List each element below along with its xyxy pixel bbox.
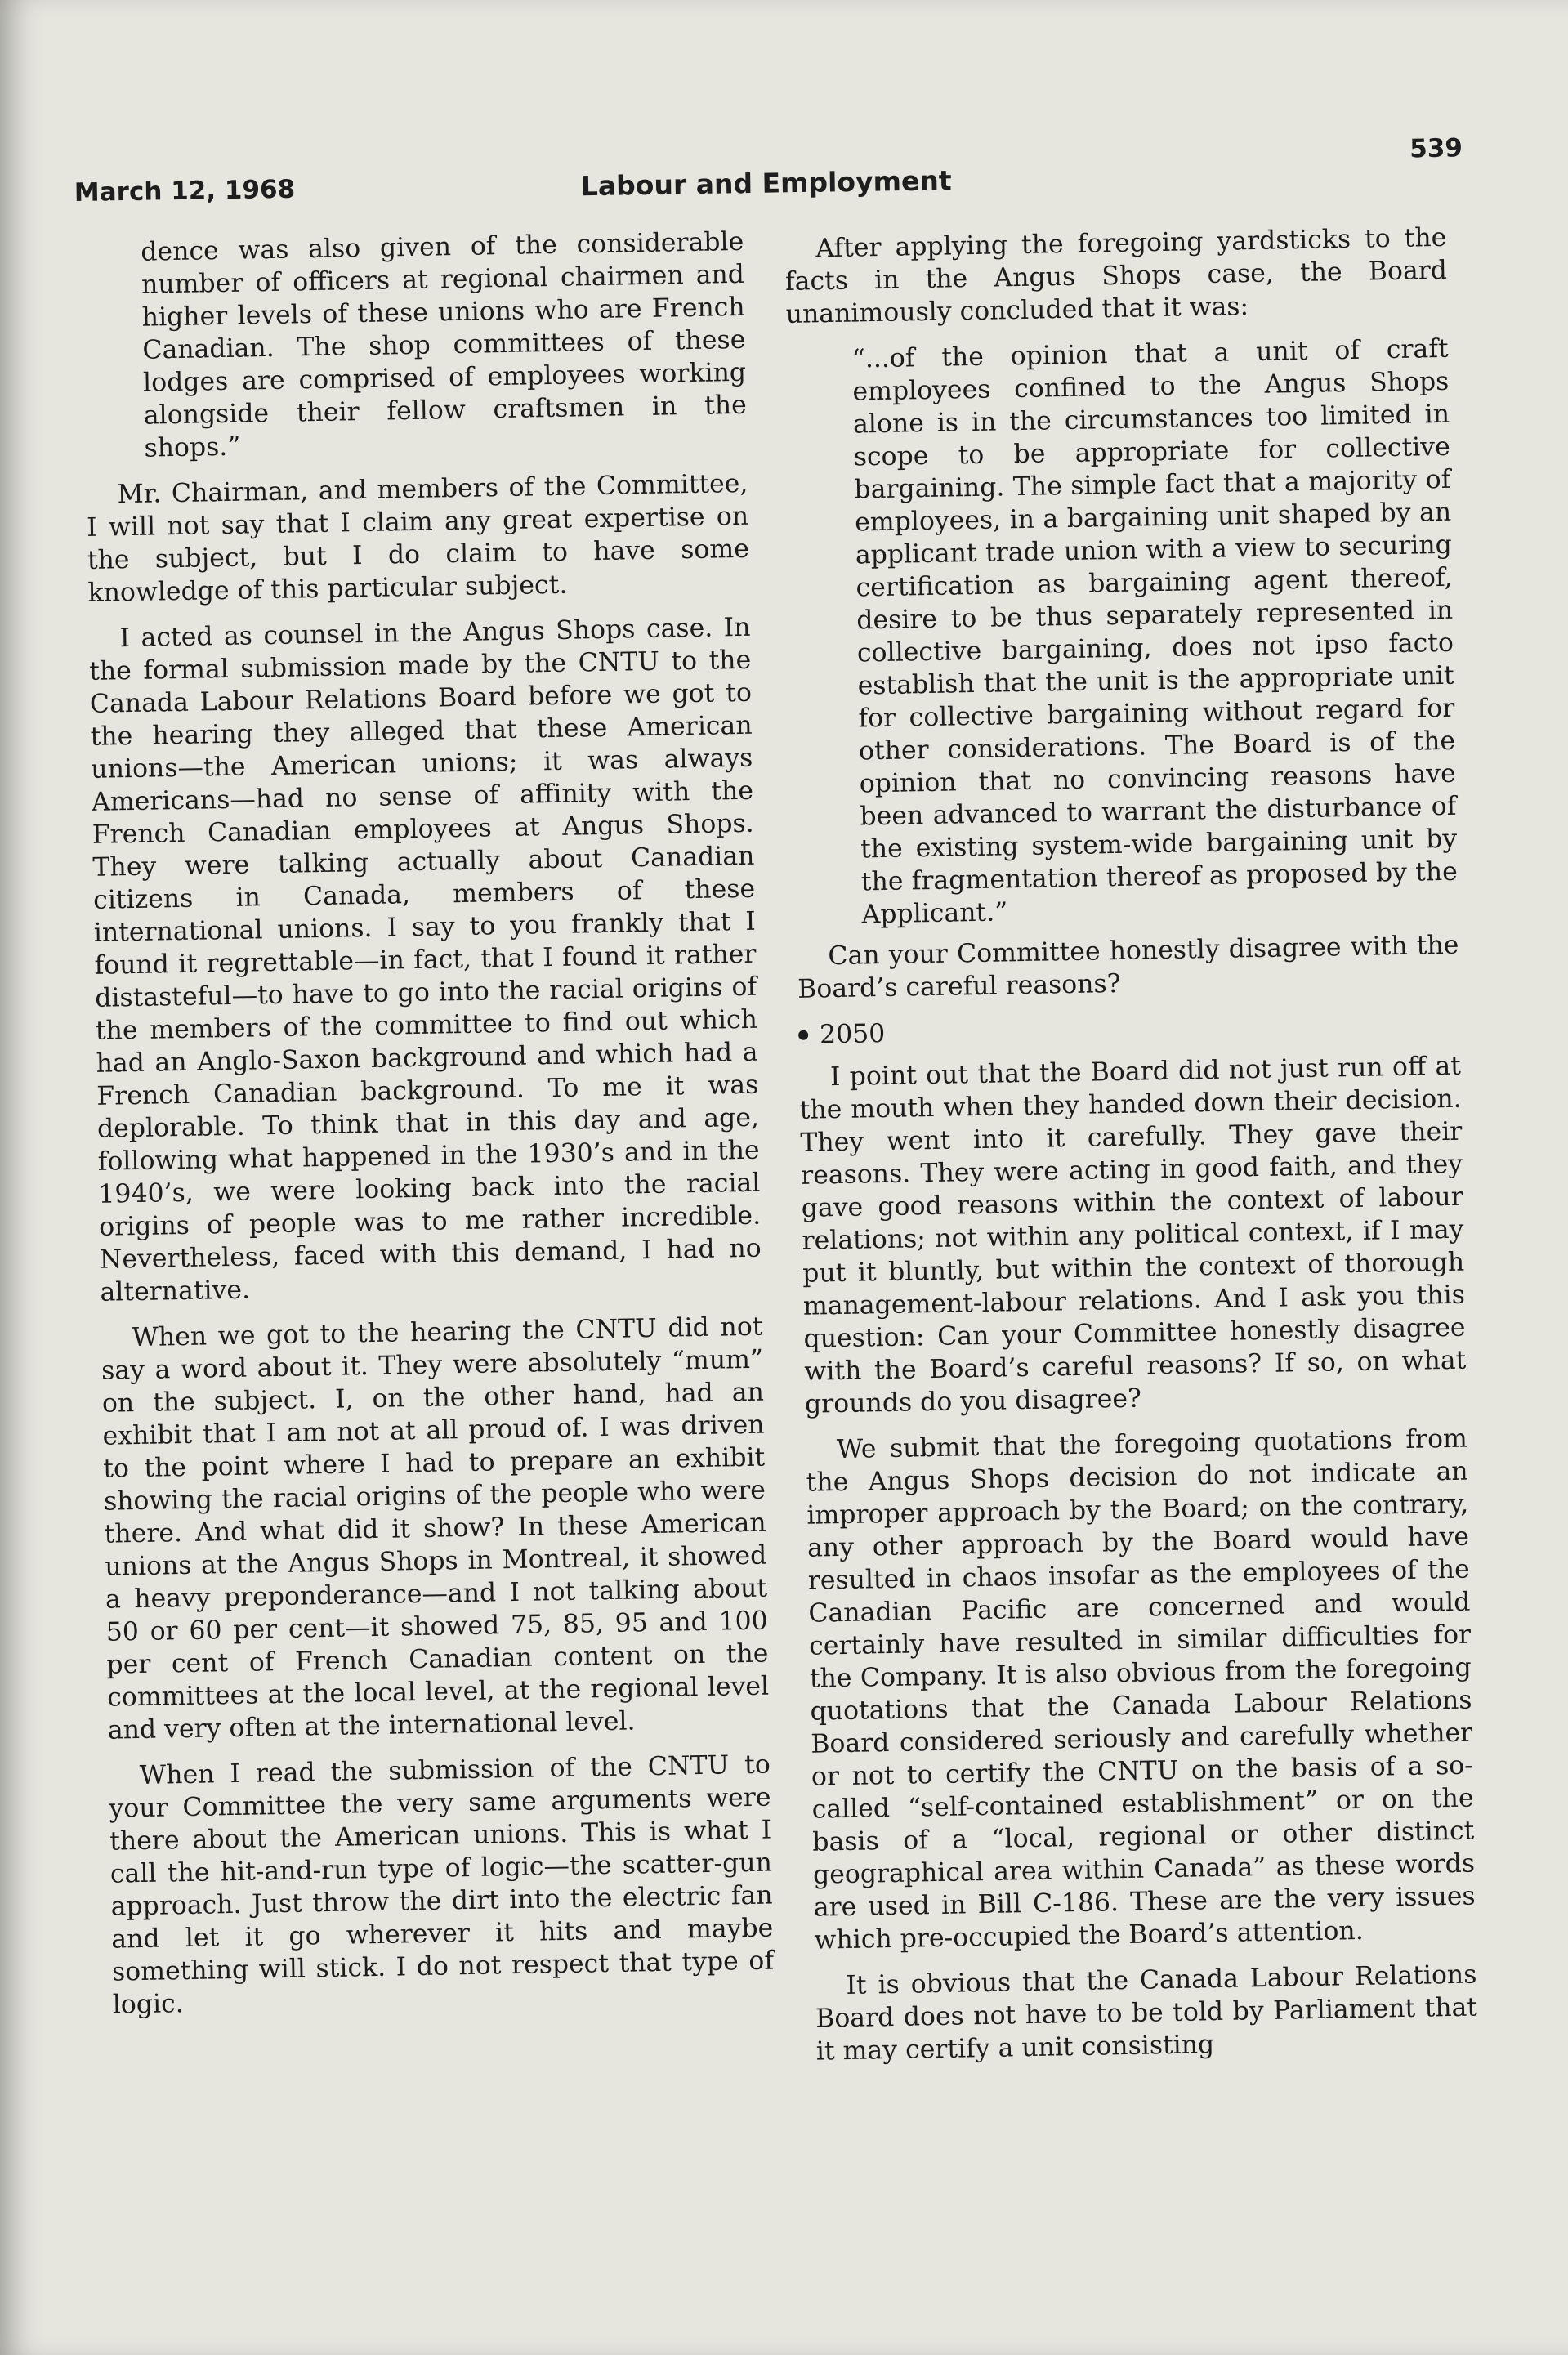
paragraph: I acted as counsel in the Angus Shops case. In the formal submission made by the CNTU to the Canada Labour Relations Board before we got to the hearing they alleged that these American unions—the American unions; it was always Americans—had no sense of affinity with the French Canadian employees at Angus Shops. They were talking actually about Canadian citizens in Canada, members of these international unions. I say to you frankly that I found it regrettable—in fact, that I found it rather distasteful—to have to go into the racial origins of the members of the committee to find out which had an Anglo-Saxon background and which had a French Canadian background. To me it was deplorable. To think that in this day and age, following what happened in the 1930’s and in the 1940’s, we were looking back into the racial origins of people was to me rather incredible. Nevertheless, faced with this demand, I had no alternative. bbox=[88, 612, 762, 1307]
paragraph: It is obvious that the Canada Labour Relations Board does not have to be told by Parliament that it may certify a unit consisting bbox=[815, 1960, 1478, 2067]
page-header bbox=[74, 125, 1463, 212]
paragraph: Can your Committee honestly disagree with the Board’s careful reasons? bbox=[797, 930, 1459, 1004]
paragraph: I point out that the Board did not just run off at the mouth when they handed down their decision. They went into it carefully. They gave their reasons. They were acting in good faith, and they gave good reasons within the context of labour relations; not within any political context, if I may put it bluntly, but within the context of thorough management-labour relations. And I ask you this question: Can your Committee honestly disagree with the Board’s careful reasons? If so, on what grounds do you disagree? bbox=[799, 1051, 1467, 1419]
paragraph: dence was also given of the considerable number of officers at regional chairmen and higher levels of these unions who are French Canadian. The shop committees of these lodges are comprised of employees working alongside their fellow craftsmen in the shops.” bbox=[141, 226, 748, 463]
paragraph: After applying the foregoing yardsticks to the facts in the Angus Shops case, the Board unanimously concluded that it was: bbox=[784, 222, 1448, 329]
right-column bbox=[784, 221, 1478, 2081]
paragraph: When I read the submission of the CNTU to your Committee the very same arguments were there about the American unions. This is what I call the hit-and-run type of logic—the scatter-gun approach. Just throw the dirt into the electric fan and let it go wherever it hits and maybe something will stick. I do not respect that type of logic. bbox=[109, 1749, 775, 2020]
paragraph: When we got to the hearing the CNTU did not say a word about it. They were absolutely “mum” on the subject. I, on the other hand, had an exhibit that I am not at all proud of. I was driven to the point where I had to prepare an exhibit showing the racial origins of the people who were there. And what did it show? In these American unions at the Angus Shops in Montreal, it showed a heavy preponderance—and I not talking about 50 or 60 per cent—it showed 75, 85, 95 and 100 per cent of French Canadian content on the committees at the local level, at the regional level and very often at the international level. bbox=[101, 1312, 770, 1745]
left-column bbox=[82, 226, 775, 2035]
header-date: March 12, 1968 bbox=[74, 174, 296, 208]
page-number: 539 bbox=[1409, 133, 1463, 164]
paragraph: We submit that the foregoing quotations from the Angus Shops decision do not indicate an improper approach by the Board; on the contrary, any other approach by the Board would have resulted in chaos insofar as the employees of the Canadian Pacific are concerned and would certainly have resulted in similar difficulties for the Company. It is also obvious from the foregoing quotations that the Canada Labour Relations Board considered seriously and carefully whether or not to certify the CNTU on the basis of a so-called “self-contained establishment” or on the basis of a “local, regional or other distinct geographical area within Canada” as these words are used in Bill C-186. These are the very issues which pre-occupied the Board’s attention. bbox=[806, 1423, 1476, 1955]
time-marker-label: 2050 bbox=[819, 1019, 886, 1050]
time-marker bbox=[798, 1008, 1461, 1052]
bullet-icon bbox=[798, 1030, 808, 1040]
paragraph: Mr. Chairman, and members of the Committee, I will not say that I claim any great expertise on the subject, but I do claim to have some knowledge of this particular subject. bbox=[86, 468, 750, 608]
block-quote: “...of the opinion that a unit of craft employees confined to the Angus Shops alone is in the circumstances too limited in scope to be appropriate for collective bargaining. The simple fact that a majority of employees, in a bargaining unit shaped by an applicant trade union with a view to securing certification as bargaining agent thereof, desire to be thus separately represented in collective bargaining, does not ipso facto establish that the unit is the appropriate unit for collective bargaining without regard for other considerations. The Board is of the opinion that no convincing reasons have been advanced to warrant the disturbance of the existing system-wide bargaining unit by the fragmentation thereof as proposed by the Applicant.” bbox=[851, 333, 1459, 930]
header-title: Labour and Employment bbox=[580, 164, 952, 203]
